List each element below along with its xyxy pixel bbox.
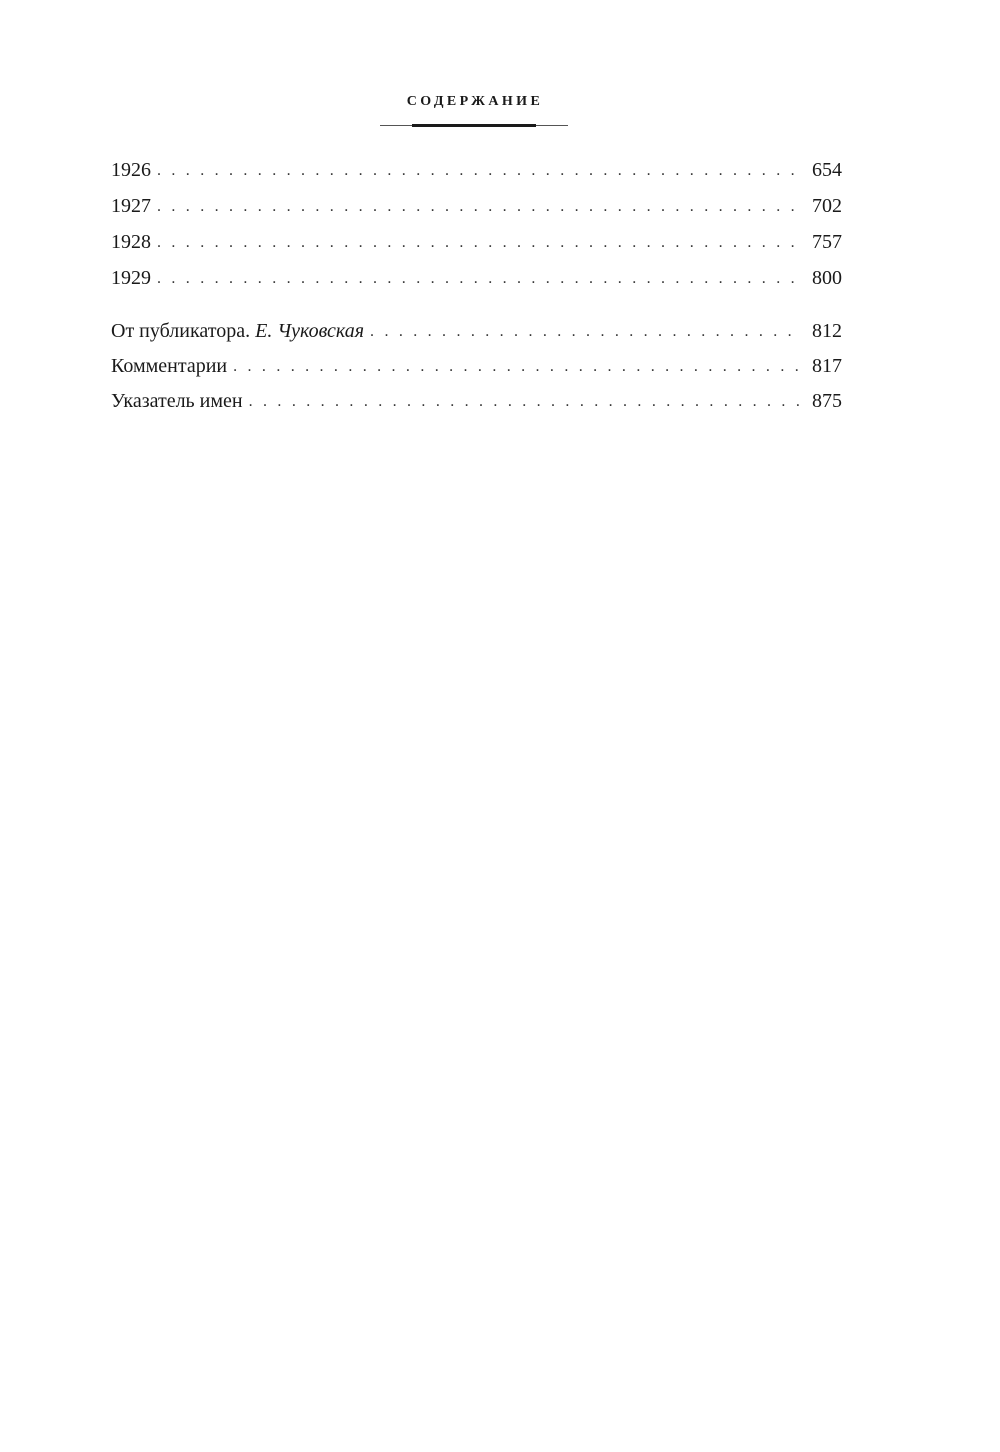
dot-leader — [157, 261, 800, 297]
dot-leader — [233, 349, 800, 384]
toc-entry-title-text: От публикатора. — [111, 320, 251, 342]
toc-entry-page: 817 — [812, 355, 842, 377]
toc-entry-title: Указатель имен — [111, 390, 243, 412]
toc-entry-name-index[interactable] — [111, 384, 842, 419]
toc-entry-title: 1928 — [111, 231, 151, 253]
toc-entry-1926[interactable] — [111, 152, 842, 188]
toc-appendix-group — [111, 314, 842, 419]
toc-entry-title — [111, 314, 364, 349]
toc-entry-page: 812 — [812, 320, 842, 342]
toc-entry-page: 654 — [812, 159, 842, 181]
dot-leader — [370, 314, 800, 349]
toc-entry-1929[interactable] — [111, 260, 842, 296]
toc-years-group — [111, 152, 842, 296]
toc-entry-commentary[interactable] — [111, 349, 842, 384]
dot-leader — [249, 384, 800, 419]
running-header — [0, 92, 950, 110]
toc-entry-publisher-note[interactable] — [111, 314, 842, 349]
toc-entry-title: Комментарии — [111, 355, 228, 377]
toc-entry-1928[interactable] — [111, 224, 842, 260]
header-rule-accent — [412, 124, 536, 127]
toc-entry-title: 1926 — [111, 159, 151, 181]
table-of-contents — [111, 152, 842, 419]
dot-leader — [157, 153, 800, 189]
toc-entry-title: 1927 — [111, 195, 151, 217]
toc-entry-page: 875 — [812, 390, 842, 412]
dot-leader — [157, 225, 800, 261]
toc-entry-page: 800 — [812, 267, 842, 289]
dot-leader — [157, 189, 800, 225]
page-title: СОДЕРЖАНИЕ — [406, 94, 544, 109]
toc-entry-title: 1929 — [111, 267, 151, 289]
toc-entry-author: Е. Чуковская — [255, 320, 365, 342]
toc-entry-page: 757 — [812, 231, 842, 253]
toc-entry-page: 702 — [812, 195, 842, 217]
toc-entry-1927[interactable] — [111, 188, 842, 224]
